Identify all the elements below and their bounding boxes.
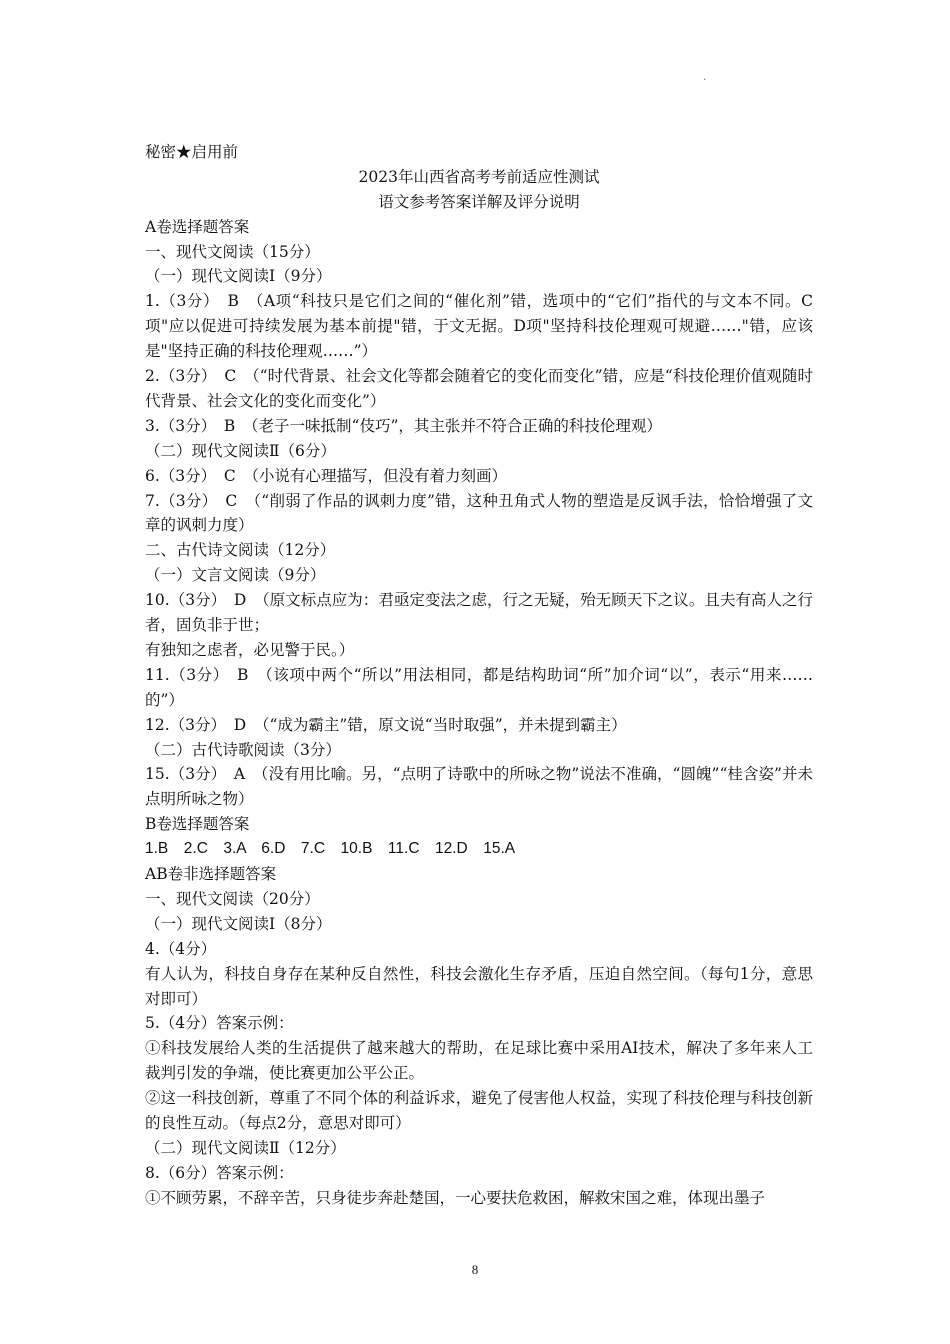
question-label: 5.（4分）答案示例： — [145, 1014, 294, 1033]
section-heading: 一、现代文阅读（15分） — [145, 242, 320, 261]
answer-item-continued: 有独知之虑者，必见警于民。） — [145, 640, 355, 659]
answer-text: ①科技发展给人类的生活提供了越来越大的帮助，在足球比赛中采用AI技术，解决了多年来人工裁判引发的争端，使比赛更加公平公正。 — [145, 1039, 813, 1083]
question-label: 4.（4分） — [145, 939, 217, 958]
section-heading: B卷选择题答案 — [145, 815, 250, 834]
answer-key-row: 1.B 2.C 3.A 6.D 7.C 10.B 11.C 12.D 15.A — [145, 840, 516, 858]
subsection-heading: （一）现代文阅读Ⅰ（9分） — [145, 267, 332, 286]
header-mark: . — [703, 72, 707, 83]
answer-item: 7.（3分） C （“削弱了作品的讽刺力度”错，这种丑角式人物的塑造是反讽手法，恰恰增强了文章的讽刺力度） — [145, 491, 813, 535]
section-heading: AB卷非选择题答案 — [145, 865, 277, 884]
subsection-heading: （二）古代诗歌阅读（3分） — [145, 740, 341, 759]
answer-text: ①不顾劳累，不辞辛苦，只身徒步奔赴楚国，一心要扶危救困，解救宋国之难，体现出墨子 — [145, 1188, 766, 1207]
answer-text: 有人认为，科技自身存在某种反自然性，科技会激化生存矛盾，压迫自然空间。（每句1分，意思对即可） — [145, 964, 813, 1008]
section-heading: A卷选择题答案 — [145, 217, 250, 236]
subsection-heading: （一）现代文阅读Ⅰ（8分） — [145, 914, 332, 933]
question-label: 8.（6分）答案示例： — [145, 1163, 294, 1182]
answer-item: 11.（3分） B （该项中两个“所以”用法相同，都是结构助词“所”加介词“以”，表示“用来……的”） — [145, 665, 813, 709]
answer-text: ②这一科技创新，尊重了不同个体的利益诉求，避免了侵害他人权益，实现了科技伦理与科技创新的良性互动。（每点2分，意思对即可） — [145, 1089, 813, 1133]
answer-item: 6.（3分） C （小说有心理描写，但没有着力刻画） — [145, 466, 508, 485]
document-body — [145, 140, 813, 1211]
answer-item: 2.（3分） C （“时代背景、社会文化等都会随着它的变化而变化”错，应是“科技伦理价值观随时代背景、社会文化的变化而变化”） — [145, 367, 813, 410]
section-heading: 二、古代诗文阅读（12分） — [145, 541, 336, 560]
subsection-heading: （二）现代文阅读Ⅱ（6分） — [145, 441, 336, 460]
answer-item: 15.（3分） A （没有用比喻。另，“点明了诗歌中的所咏之物”说法不准确，“圆魄”“桂含姿”并未点明所咏之物） — [145, 765, 813, 809]
subsection-heading: （二）现代文阅读Ⅱ（12分） — [145, 1138, 346, 1157]
answer-item: 12.（3分） D （“成为霸主”错，原文说“当时取强”，并未提到霸主） — [145, 715, 627, 734]
answer-item: 10.（3分） D （原文标点应为：君亟定变法之虑，行之无疑，殆无顾天下之议。且夫有高人之行者，固负非于世； — [145, 591, 813, 635]
section-heading: 一、现代文阅读（20分） — [145, 889, 320, 908]
answer-item: 3.（3分） B （老子一味抵制“伎巧”，其主张并不符合正确的科技伦理观） — [145, 416, 662, 435]
answer-item: 1.（3分） B （A项“科技只是它们之间的“催化剂”错，选项中的“它们”指代的与文本不同。C项"应以促进可持续发展为基本前提"错，于文无据。D项"坚持科技伦理观可规避……"错，应该是"坚持正确的科技伦理观……”） — [145, 292, 813, 361]
page-number: 8 — [471, 1262, 479, 1277]
document-title: 2023年山西省高考考前适应性测试 — [358, 167, 600, 186]
subsection-heading: （一）文言文阅读（9分） — [145, 566, 326, 585]
confidential-label: 秘密★启用前 — [145, 143, 239, 161]
document-subtitle: 语文参考答案详解及评分说明 — [378, 192, 580, 211]
